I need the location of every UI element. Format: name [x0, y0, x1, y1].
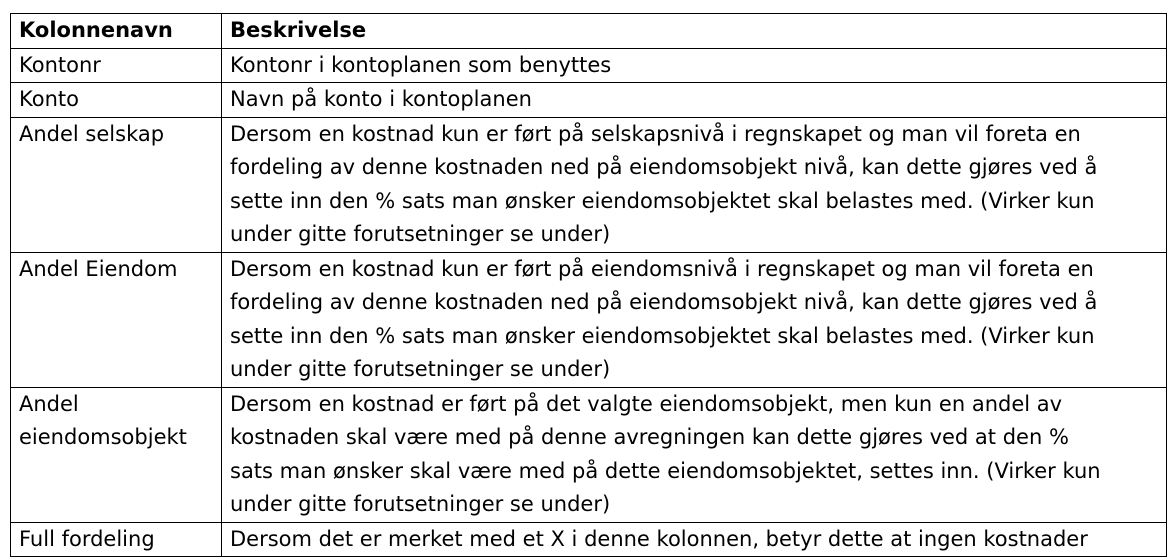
row-name-cell: [11, 387, 222, 522]
table-header: [11, 14, 1167, 49]
row-description-line: Dersom en kostnad kun er ført på selskapsnivå i regnskapet og man vil foreta en: [230, 121, 1081, 146]
row-name-text: eiendomsobjekt: [19, 425, 187, 449]
table-row: [11, 48, 1167, 83]
table-row: [11, 252, 1167, 387]
row-description-line: Dersom det er merket med et X i denne kolonnen, betyr dette at ingen kostnader: [230, 526, 1088, 551]
row-description-cell: [222, 83, 1167, 118]
row-name-text: Konto: [19, 87, 79, 111]
row-description-line: sette inn den % sats man ønsker eiendomsobjektet skal belastes med. (Virker kun: [230, 323, 1095, 348]
row-description-line: Dersom en kostnad kun er ført på eiendomsnivå i regnskapet og man vil foreta en: [230, 256, 1094, 281]
row-name-text: Andel: [19, 391, 79, 416]
table-row: [11, 387, 1167, 522]
table-row: [11, 83, 1167, 118]
header-column-name: Kolonnenavn: [11, 14, 222, 49]
row-name-text: Kontonr: [19, 52, 101, 77]
row-description-line: Kontonr i kontoplanen som benyttes: [230, 52, 612, 77]
row-description-line: fordeling av denne kostnaden ned på eiendomsobjekt nivå, kan dette gjøres ved å: [230, 290, 1098, 314]
header-description: Beskrivelse: [222, 14, 1167, 49]
row-name-cell: [11, 117, 222, 252]
row-name-cell: [11, 48, 222, 83]
row-name-text: Andel selskap: [19, 121, 165, 146]
header-row: [11, 14, 1167, 49]
row-description-line: under gitte forutsetninger se under): [230, 357, 611, 381]
row-name-cell: [11, 252, 222, 387]
row-name-cell: [11, 83, 222, 118]
row-description-line: Dersom en kostnad er ført på det valgte eiendomsobjekt, men kun en andel av: [230, 391, 1063, 416]
row-description-line: under gitte forutsetninger se under): [230, 222, 611, 246]
row-description-line: fordeling av denne kostnaden ned på eiendomsobjekt nivå, kan dette gjøres ved å: [230, 155, 1098, 179]
row-description-cell: [222, 48, 1167, 83]
row-description-cell: [222, 522, 1167, 557]
row-name-cell: [11, 522, 222, 557]
row-description-cell: [222, 117, 1167, 252]
table-row: [11, 522, 1167, 557]
row-description-line: under gitte forutsetninger se under): [230, 492, 611, 516]
row-description-line: sats man ønsker skal være med på dette eiendomsobjektet, settes inn. (Virker kun: [230, 458, 1101, 483]
row-description-line: kostnaden skal være med på denne avregningen kan dette gjøres ved at den %: [230, 425, 1069, 449]
row-description-cell: [222, 252, 1167, 387]
row-description-cell: [222, 387, 1167, 522]
table-body: [11, 48, 1167, 557]
row-description-line: sette inn den % sats man ønsker eiendomsobjektet skal belastes med. (Virker kun: [230, 188, 1095, 213]
table-row: [11, 117, 1167, 252]
row-name-text: Full fordeling: [19, 526, 155, 551]
column-description-table: [10, 13, 1167, 557]
row-name-text: Andel Eiendom: [19, 256, 178, 281]
row-description-line: Navn på konto i kontoplanen: [230, 87, 532, 111]
